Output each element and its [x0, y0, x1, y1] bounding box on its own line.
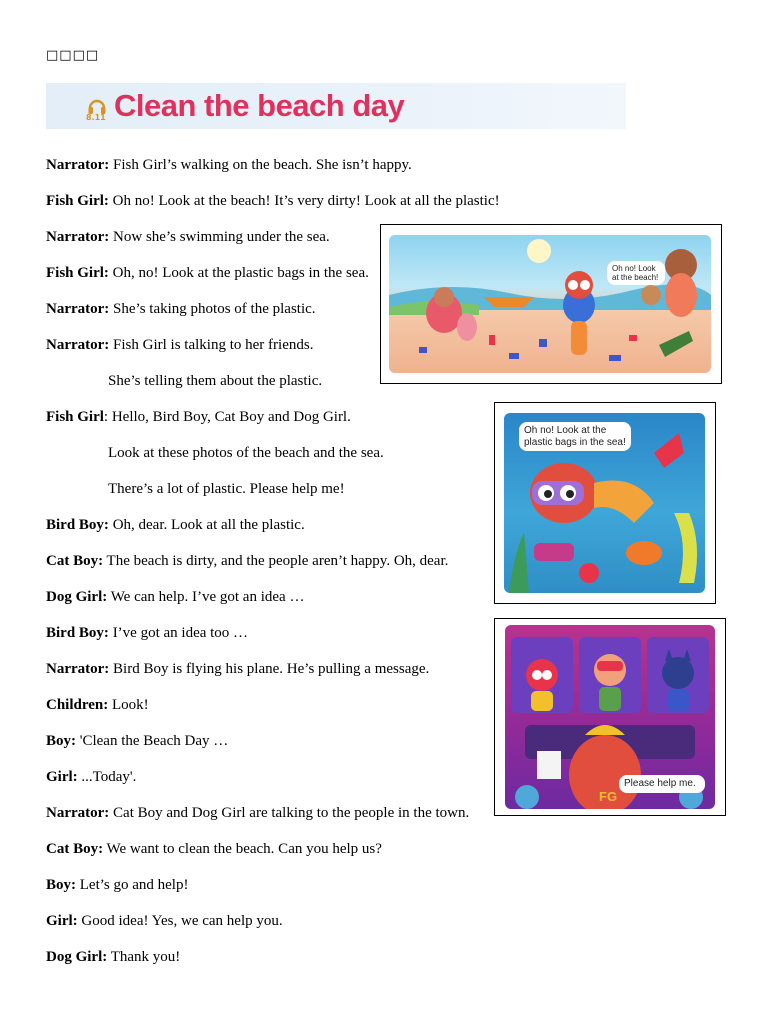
speaker: Children: — [46, 697, 109, 713]
speaker: Cat Boy: — [46, 841, 104, 857]
script-line — [108, 373, 322, 390]
line-text: Let’s go and help! — [76, 877, 189, 893]
script-line — [108, 481, 345, 498]
line-text: Oh, no! Look at the plastic bags in the sea. — [108, 265, 369, 281]
line-text: She’s taking photos of the plastic. — [109, 301, 316, 317]
speaker: Fish Girl: — [46, 265, 109, 281]
speaker: Cat Boy: — [46, 553, 104, 569]
line-text: Oh no! Look at the beach! It’s very dirty! Look at all the plastic! — [108, 193, 500, 209]
script-line — [46, 625, 248, 642]
line-text: Oh, dear. Look at all the plastic. — [108, 517, 305, 533]
beach-illustration — [389, 235, 711, 373]
line-text: ...Today'. — [77, 769, 137, 785]
line-text: She’s telling them about the plastic. — [108, 373, 323, 389]
line-text: Good idea! Yes, we can help you. — [77, 913, 283, 929]
line-text: Now she’s swimming under the sea. — [109, 229, 330, 245]
script-line — [46, 265, 369, 282]
script-line — [46, 337, 313, 354]
line-text: Look at these photos of the beach and the sea. — [108, 445, 384, 461]
beach-scene-art — [389, 235, 711, 373]
speaker: Bird Boy: — [46, 517, 109, 533]
script-line — [46, 193, 500, 210]
speaker: Narrator: — [46, 805, 110, 821]
speaker: Dog Girl: — [46, 589, 108, 605]
line-text: Bird Boy is flying his plane. He’s pulling a message. — [109, 661, 430, 677]
script-line — [46, 553, 448, 570]
script-line — [46, 769, 136, 786]
underwater-illustration-frame — [494, 402, 716, 604]
video-call-illustration-frame — [494, 618, 726, 816]
speech-bubble: Oh no! Look at the beach! — [607, 261, 665, 285]
line-text: We can help. I’ve got an idea … — [107, 589, 305, 605]
speaker: Narrator: — [46, 229, 110, 245]
script-line — [46, 913, 283, 930]
script-line — [46, 589, 304, 606]
script-line — [46, 841, 382, 858]
speaker: Narrator: — [46, 301, 110, 317]
speaker: Bird Boy: — [46, 625, 109, 641]
script-line — [108, 445, 384, 462]
speaker: Fish Girl: — [46, 193, 109, 209]
line-text: Fish Girl is talking to her friends. — [109, 337, 314, 353]
speaker: Narrator: — [46, 661, 110, 677]
script-line — [46, 661, 429, 678]
script-line — [46, 949, 180, 966]
speaker: Narrator: — [46, 157, 110, 173]
speaker: Narrator: — [46, 337, 110, 353]
line-text: Thank you! — [107, 949, 181, 965]
shirt-badge: FG — [599, 789, 618, 804]
script-line — [46, 733, 228, 750]
line-text: Fish Girl’s walking on the beach. She isn’t happy. — [109, 157, 412, 173]
script-line — [46, 157, 412, 174]
script-line — [46, 229, 330, 246]
track-number: 8.11 — [86, 113, 106, 122]
line-text: 'Clean the Beach Day … — [76, 733, 229, 749]
title-banner — [46, 83, 626, 129]
speaker: Boy: — [46, 877, 76, 893]
line-text: I’ve got an idea too … — [108, 625, 249, 641]
script-line — [46, 301, 316, 318]
line-text: The beach is dirty, and the people aren’t happy. Oh, dear. — [103, 553, 449, 569]
script-line — [46, 409, 351, 426]
header-mark: □□□□ — [46, 48, 100, 63]
line-text: We want to clean the beach. Can you help us? — [103, 841, 382, 857]
beach-illustration-frame — [380, 224, 722, 384]
script-line — [46, 517, 305, 534]
speaker: Girl: — [46, 769, 78, 785]
line-text: Look! — [108, 697, 149, 713]
line-text: : Hello, Bird Boy, Cat Boy and Dog Girl. — [103, 409, 351, 425]
speaker: Girl: — [46, 913, 78, 929]
page-title: Clean the beach day — [114, 88, 405, 123]
speech-bubble: Oh no! Look at the plastic bags in the sea! — [519, 422, 631, 451]
line-text: There’s a lot of plastic. Please help me! — [108, 481, 345, 497]
script-line — [46, 877, 188, 894]
speaker: Boy: — [46, 733, 76, 749]
speaker: Dog Girl: — [46, 949, 108, 965]
script-line — [46, 697, 149, 714]
line-text: Cat Boy and Dog Girl are talking to the people in the town. — [109, 805, 470, 821]
speaker: Fish Girl — [46, 409, 104, 425]
script-line — [46, 805, 469, 822]
speech-bubble: Please help me. — [619, 775, 705, 793]
